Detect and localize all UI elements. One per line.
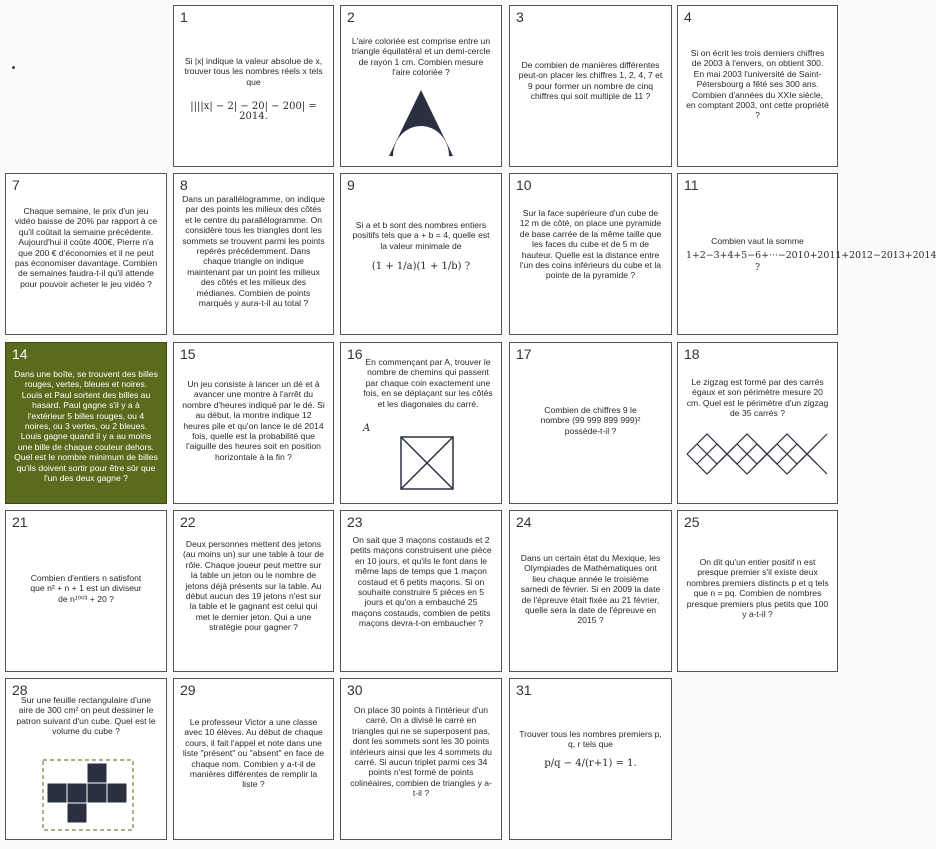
problem-9 xyxy=(340,173,502,335)
zigzag-squares-figure xyxy=(684,431,830,477)
problem-number: 24 xyxy=(516,514,532,530)
problem-formula: ||||x| − 2| − 20| − 200| = 2014. xyxy=(190,101,317,123)
problem-number: 11 xyxy=(684,177,699,193)
problem-number: 15 xyxy=(180,346,196,362)
problem-21 xyxy=(5,510,167,672)
problem-number: 23 xyxy=(347,514,363,530)
problem-number: 1 xyxy=(180,9,188,25)
problem-number: 14 xyxy=(12,346,28,362)
problem-text: Combien d'entiers n satisfont que n² + n + 1 est un diviseur de n¹⁰⁰³ + 20 ? xyxy=(30,573,142,604)
problem-text: Dans un certain état du Mexique, les Olympiades de Mathématiques ont lieu chaque année le troisième samedi de février. Si en 2009 la date de l'épreuve était fixée au 21 février, quelle sera la date de l'épreuve en 2015 ? xyxy=(520,553,661,626)
problem-11 xyxy=(677,173,936,335)
problem-number: 28 xyxy=(12,682,28,698)
problem-text: Sur la face supérieure d'un cube de 12 m de côté, on place une pyramide de base carrée de la même taille que les faces du cube et de 5 m de hauteur. Quelle est la distance entre l'un des coins inférieurs du cube et la pointe de la pyramide ? xyxy=(519,208,662,281)
problem-text: On place 30 points à l'intérieur d'un carré. On a divisé le carré en triangles qui ne se superposent pas, dont les sommets sont les 30 points intérieurs ainsi que les 4 sommets du carré. Si aucun triplet parmi ces 34 points n'est formé de points colinéaires, combien de triangles y a-t-il ? xyxy=(350,705,492,799)
problem-3 xyxy=(509,5,672,167)
problem-number: 22 xyxy=(180,514,196,530)
problem-number: 10 xyxy=(516,177,532,193)
problem-number: 8 xyxy=(180,177,188,193)
problem-number: 21 xyxy=(12,514,28,530)
problem-text: Trouver tous les nombres premiers p, q, r tels que xyxy=(519,729,662,750)
problem-text: Dans une boîte, se trouvent des billes rouges, vertes, bleues et noires. Louis et Paul sortent des billes au hasard. Paul gagne s'il y a à l'extérieur 5 billes rouges, ou 4 noires, ou 3 vertes, ou 2 bleues. Louis gagne quand il y a au moins une bille de chaque couleur dehors. Quel est le nombre minimum de billes qu'ils doivent sortir pour être sûr que l'un des deux gagne ? xyxy=(14,369,158,484)
problem-number: 29 xyxy=(180,682,196,698)
problem-number: 4 xyxy=(684,9,692,25)
problem-formula: 1+2−3+4+5−6+···−2010+2011+2012−2013+2014 ? xyxy=(686,250,936,273)
problem-number: 25 xyxy=(684,514,700,530)
problem-text: On sait que 3 maçons costauds et 2 petits maçons construisent une pièce en 10 jours, et qu'ils le font dans le même laps de temps que 1 maçon costaud et 6 petits maçons. Si on souhaite construire 5 pièces en 5 jours et qu'on a embauché 25 maçons costauds, combien de petits maçons devra-t-on embaucher ? xyxy=(350,535,492,629)
problem-28 xyxy=(5,678,167,840)
problem-text: Le professeur Victor a une classe avec 10 élèves. Au début de chaque cours, il fait l'appel et note dans une liste "présent" ou "absent" en face de chaque nom. Combien y a-t-il de manières différentes de remplir la liste ? xyxy=(182,717,325,790)
problem-2 xyxy=(340,5,502,167)
problem-text: Dans un parallélogramme, on indique par des points les milieux des côtés et le centre du parallélogramme. On considère tous les triangles dont les sommets se trouvent parmi les points repérés précédemment. Dans chaque triangle on indique maintenant par un point les milieux des côtés et les milieux des médianes. Combien de points marqués y aura-t-il au total ? xyxy=(182,194,325,309)
problem-text: Combien vaut la somme xyxy=(711,236,804,246)
problem-text: On dit qu'un entier positif n est presque premier s'il existe deux nombres premiers distincts p et q tels que n = pq. Combien de nombres presque premiers plus petits que 100 y a-t-il ? xyxy=(686,557,829,620)
problem-14-highlighted xyxy=(5,342,167,504)
problem-8 xyxy=(173,173,334,335)
problem-text: Si on écrit les trois derniers chiffres de 2003 à l'envers, on obtient 300. En mai 2003 l'université de Saint-Pétersbourg a fêté ses 300 ans. Combien d'années du XXIe siècle, en comptant 2003, ont cette propriété ? xyxy=(686,48,829,121)
problem-number: 3 xyxy=(516,9,524,25)
problem-4 xyxy=(677,5,838,167)
problem-number: 2 xyxy=(347,9,355,25)
problem-29 xyxy=(173,678,334,840)
stray-dot xyxy=(12,66,15,69)
problem-text: En commençant par A, trouver le nombre de chemins qui passent par chaque coin exactement une fois, en se déplaçant sur les côtés et les diagonales du carré. xyxy=(363,357,493,409)
problem-number: 31 xyxy=(516,682,532,698)
problem-25 xyxy=(677,510,838,672)
problem-31 xyxy=(509,678,672,840)
problem-24 xyxy=(509,510,672,672)
problem-text: Sur une feuille rectangulaire d'une aire de 300 cm² on peut dessiner le patron suivant d'un cube. Quel est le volume du cube ? xyxy=(16,695,156,737)
corner-label-a: A xyxy=(363,423,371,434)
square-diagonals-figure xyxy=(399,435,455,491)
problem-18 xyxy=(677,342,838,504)
problem-number: 18 xyxy=(684,346,700,362)
problem-number: 16 xyxy=(347,346,363,362)
problem-15 xyxy=(173,342,334,504)
cube-net-figure xyxy=(42,759,134,831)
problem-10 xyxy=(509,173,672,335)
triangle-semicircle-figure xyxy=(381,82,461,162)
problem-text: L'aire coloriée est comprise entre un triangle équilatéral et un demi-cercle de rayon 1 cm. Combien mesure l'aire coloriée ? xyxy=(351,36,491,78)
problem-7 xyxy=(5,173,167,335)
problem-formula: p/q − 4/(r+1) = 1. xyxy=(544,758,637,769)
problem-text: Si a et b sont des nombres entiers positifs tels que a + b = 4, quelle est la valeur minimale de xyxy=(352,220,490,251)
problem-text: De combien de manières différentes peut-on placer les chiffres 1, 2, 4, 7 et 9 pour former un nombre de cinq chiffres qui soit multiple de 11 ? xyxy=(518,60,663,102)
problem-16 xyxy=(340,342,502,504)
problem-30 xyxy=(340,678,502,840)
problem-text: Un jeu consiste à lancer un dé et à avancer une montre à l'arrêt du nombre d'heures indiqué par le dé. Si au début, la montre indique 12 heures pile et qu'on lance le dé 2014 fois, quelle est la probabilité que l'aiguille des heures soit en position horizontale à la fin ? xyxy=(182,379,325,462)
problem-number: 30 xyxy=(347,682,363,698)
problem-22 xyxy=(173,510,334,672)
problem-17 xyxy=(509,342,672,504)
problem-number: 9 xyxy=(347,177,355,193)
problem-text: Deux personnes mettent des jetons (au moins un) sur une table à tour de rôle. Chaque joueur peut mettre sur la table un jeton ou le nombre de jetons déjà présents sur la table. Au début aucun des 19 jetons n'est sur la table et le gagnant est celui qui met le dernier jeton. Qui a une stratégie pour gagner ? xyxy=(183,539,324,633)
problem-23 xyxy=(340,510,502,672)
problem-text: Le zigzag est formé par des carrés égaux et son périmètre mesure 20 cm. Quel est le périmètre d'un zigzag de 35 carrés ? xyxy=(686,377,829,419)
problem-1 xyxy=(173,5,334,167)
problem-text: Chaque semaine, le prix d'un jeu vidéo baisse de 20% par rapport à ce qu'il coûtait la semaine précédente. Aujourd'hui il coûte 400€, Pierre n'a que 200 € d'économies et il ne peut pas économiser davantage. Combien de semaines faudra-t-il qu'il attende pour pouvoir acheter le jeu vidéo ? xyxy=(14,206,158,289)
problem-formula: (1 + 1/a)(1 + 1/b) ? xyxy=(371,261,471,272)
problem-text: Si |x| indique la valeur absolue de x, trouver tous les nombres réels x tels que xyxy=(184,56,323,87)
problem-number: 17 xyxy=(516,346,532,362)
problem-text: Combien de chiffres 9 le nombre (99 999 899 999)² possède-t-il ? xyxy=(540,405,641,436)
problem-number: 7 xyxy=(12,177,20,193)
